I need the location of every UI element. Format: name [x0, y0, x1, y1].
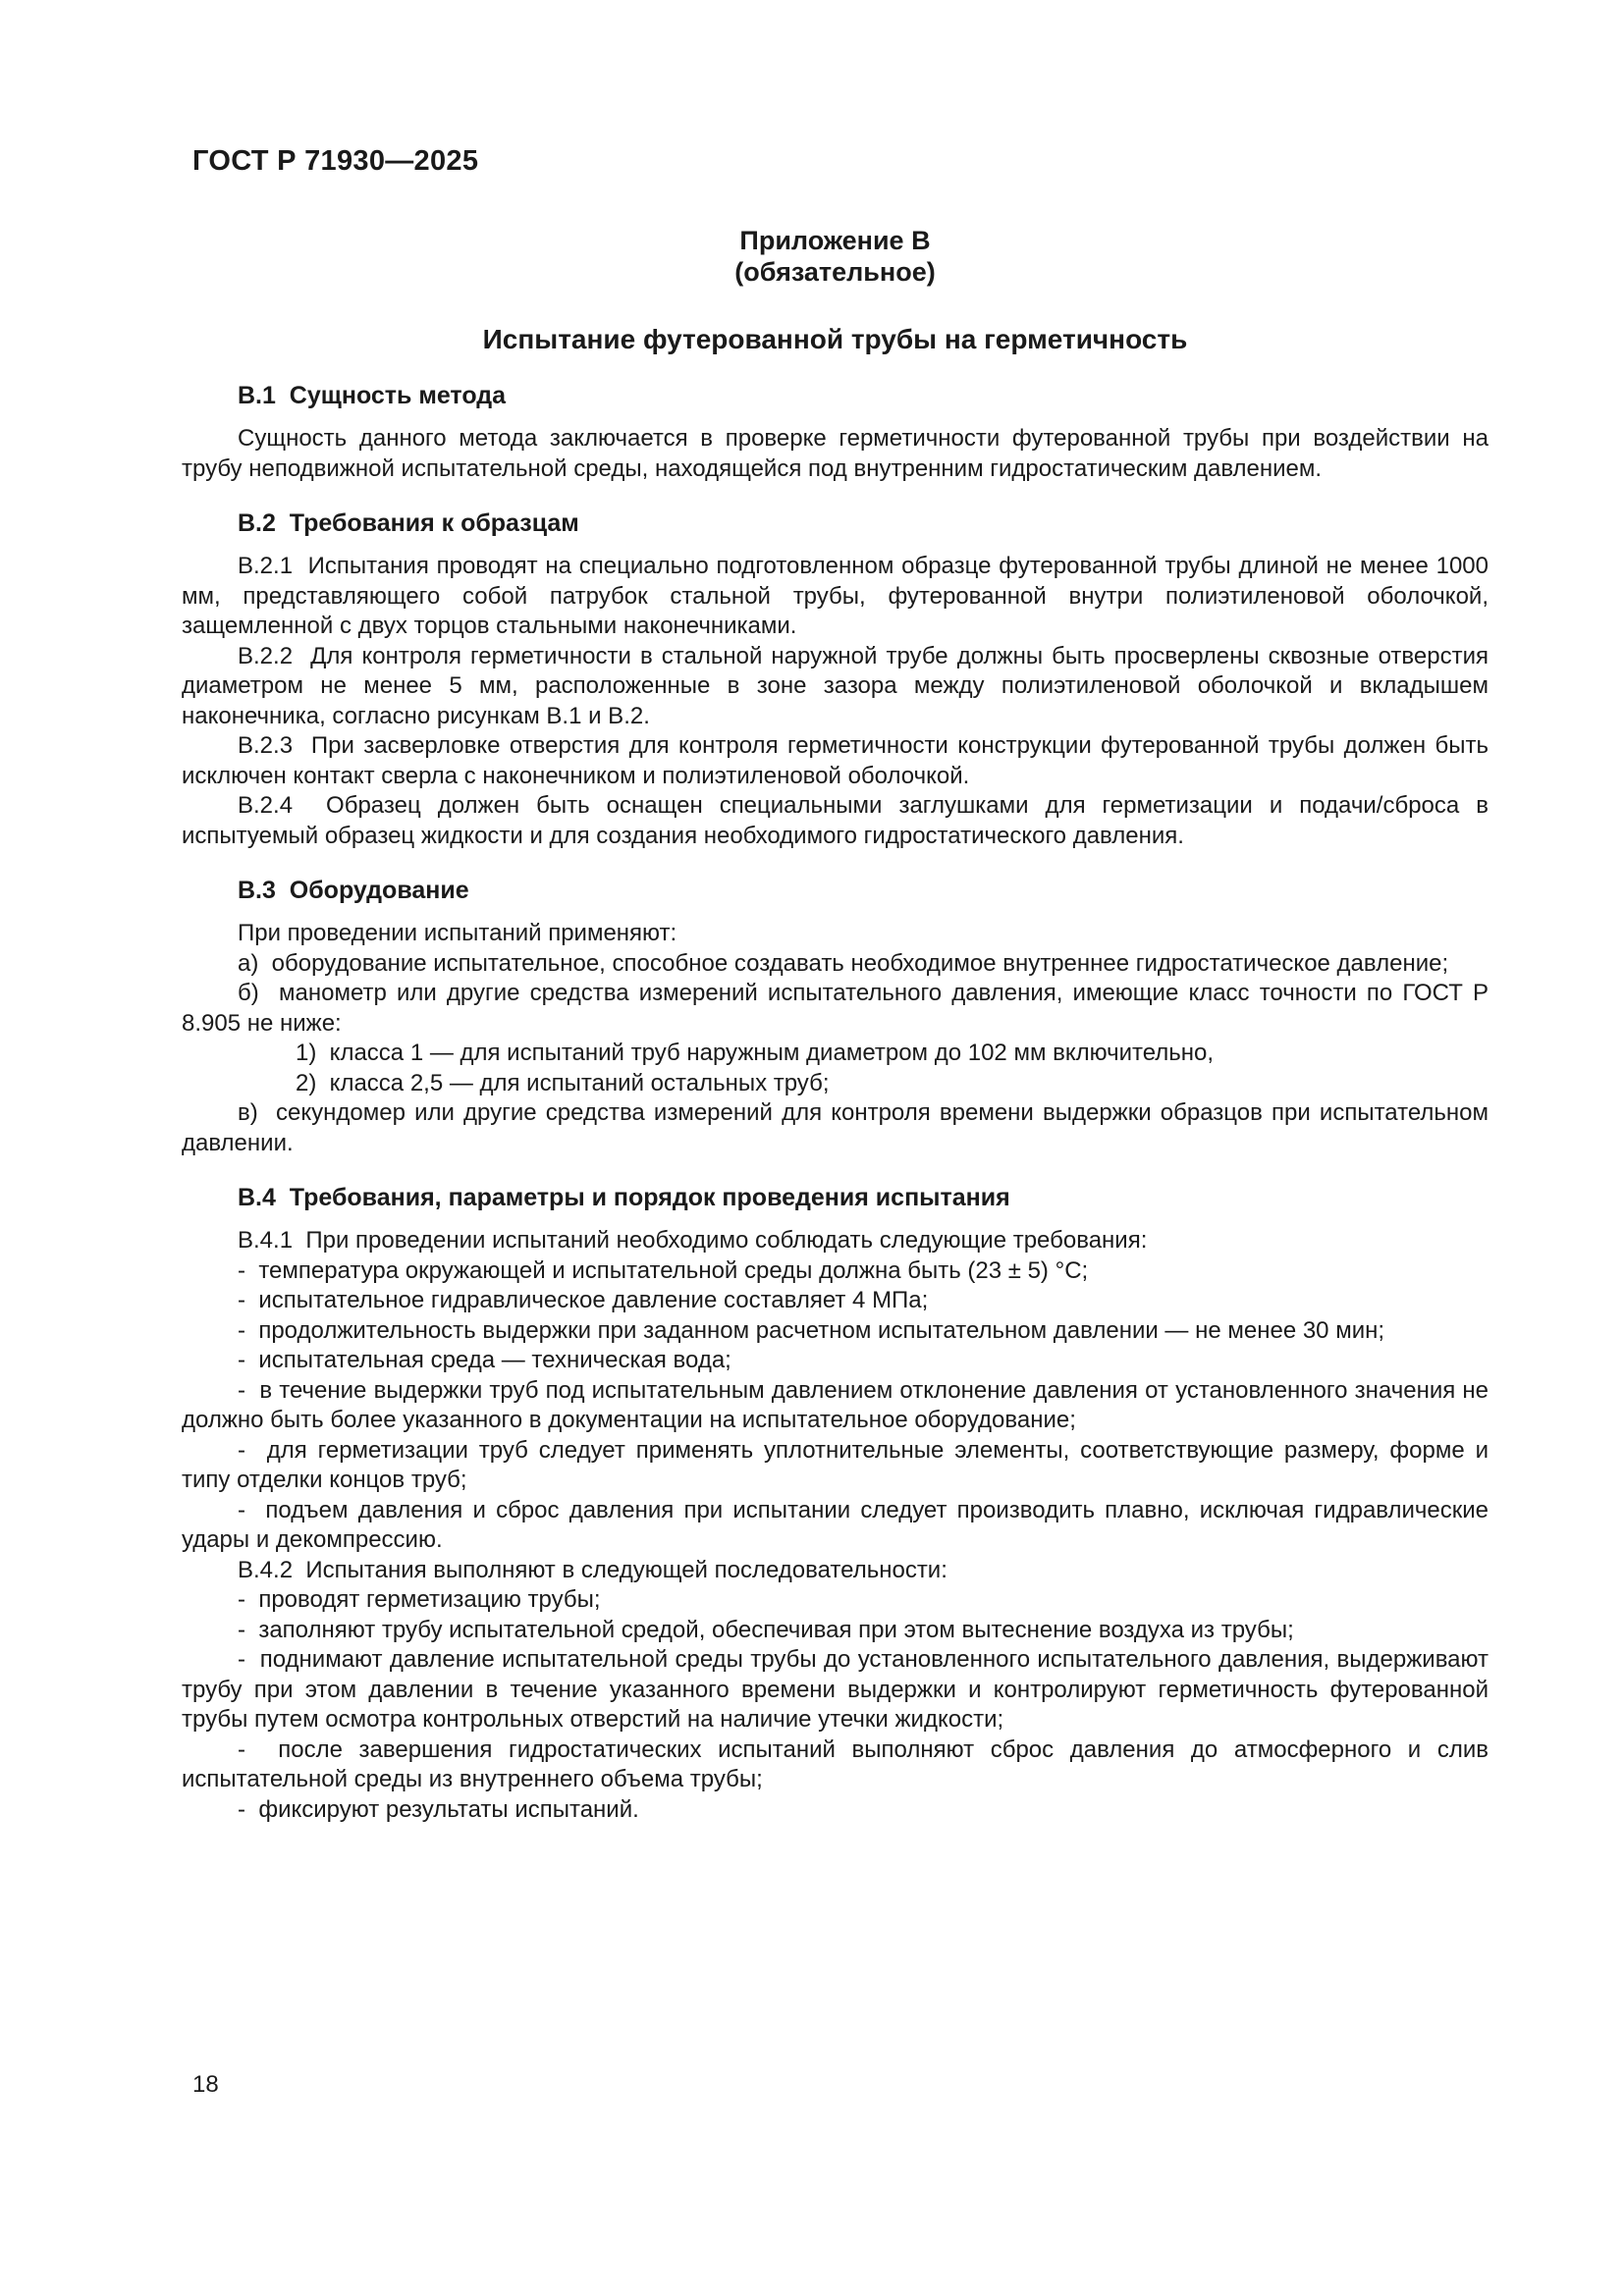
paragraph: В.2.2 Для контроля герметичности в стальной наружной трубе должны быть просверлены сквозные отверстия диаметром не менее 5 мм, расположенные в зоне зазора между полиэтиленовой оболочкой и вкладышем наконечника, согласно рисункам В.1 и В.2. — [182, 642, 1489, 729]
document-code-header: ГОСТ Р 71930—2025 — [192, 145, 479, 177]
paragraph: В.2.1 Испытания проводят на специально подготовленном образце футерованной трубы длиной не менее 1000 мм, представляющего собой патрубок стальной трубы, футерованной внутри полиэтиленовой оболочкой, защемленной с двух торцов стальными наконечниками. — [182, 553, 1489, 639]
dash-list-item: - испытательная среда — техническая вода; — [238, 1347, 731, 1373]
paragraph: Сущность данного метода заключается в проверке герметичности футерованной трубы при воздействии на трубу неподвижной испытательной среды, находящейся под внутренним гидростатическим давлением. — [182, 425, 1489, 482]
paragraph: В.2.3 При засверловке отверстия для контроля герметичности конструкции футерованной трубы должен быть исключен контакт сверла с наконечником и полиэтиленовой оболочкой. — [182, 732, 1489, 789]
section-heading-b1: В.1 Сущность метода — [238, 382, 507, 409]
dash-list-item: - температура окружающей и испытательной среды должна быть (23 ± 5) °С; — [238, 1256, 1089, 1284]
dash-list-item: - поднимают давление испытательной среды трубы до установленного испытательного давления, выдерживают трубу при этом давлении в течение указанного времени выдержки и контролируют герметичность футерованной трубы путем осмотра контрольных отверстий на наличие утечки жидкости; — [182, 1646, 1489, 1733]
section-heading-b2: В.2 Требования к образцам — [238, 509, 579, 537]
dash-list-item: - подъем давления и сброс давления при испытании следует производить плавно, исключая гидравлические удары и декомпрессию. — [182, 1496, 1489, 1553]
paragraph: При проведении испытаний применяют: — [238, 920, 677, 946]
annex-obligation-note: (обязательное) — [734, 257, 936, 287]
annex-label: Приложение В — [739, 226, 931, 255]
dash-list-item: - в течение выдержки труб под испытательным давлением отклонение давления от установленного значения не должно быть более указанного в документации на испытательное оборудование; — [182, 1376, 1489, 1433]
list-item-v: в) секундомер или другие средства измерений для контроля времени выдержки образцов при испытательном давлении. — [182, 1099, 1489, 1156]
annex-title: Испытание футерованной трубы на герметичность — [482, 324, 1188, 354]
dash-list-item: - испытательное гидравлическое давление составляет 4 МПа; — [238, 1287, 929, 1313]
dash-list-item: - продолжительность выдержки при заданном расчетном испытательном давлении — не менее 30 мин; — [238, 1316, 1385, 1344]
dash-list-item: - заполняют трубу испытательной средой, обеспечивая при этом вытеснение воздуха из трубы; — [238, 1616, 1294, 1643]
list-item-a: а) оборудование испытательное, способное создавать необходимое внутреннее гидростатическое давление; — [238, 949, 1449, 977]
dash-list-item: - проводят герметизацию трубы; — [238, 1586, 601, 1613]
list-item-b: б) манометр или другие средства измерений испытательного давления, имеющие класс точности по ГОСТ Р 8.905 не ниже: — [182, 980, 1489, 1037]
section-heading-b3: В.3 Оборудование — [238, 877, 469, 904]
dash-list-item: - после завершения гидростатических испытаний выполняют сброс давления до атмосферного и слив испытательной среды из внутреннего объема трубы; — [182, 1735, 1489, 1792]
dash-list-item: - для герметизации труб следует применять уплотнительные элементы, соответствующие размеру, форме и типу отделки концов труб; — [182, 1436, 1489, 1493]
paragraph: В.4.1 При проведении испытаний необходимо соблюдать следующие требования: — [238, 1227, 1148, 1254]
section-heading-b4: В.4 Требования, параметры и порядок проведения испытания — [238, 1184, 1010, 1211]
paragraph: В.4.2 Испытания выполняют в следующей последовательности: — [238, 1556, 947, 1583]
sub-list-item-1: 1) класса 1 — для испытаний труб наружным диаметром до 102 мм включительно, — [296, 1040, 1215, 1066]
sub-list-item-2: 2) класса 2,5 — для испытаний остальных труб; — [296, 1069, 830, 1096]
dash-list-item: - фиксируют результаты испытаний. — [238, 1795, 639, 1823]
document-content — [182, 0, 1489, 1825]
page-number: 18 — [192, 2071, 219, 2098]
paragraph: В.2.4 Образец должен быть оснащен специальными заглушками для герметизации и подачи/сброса в испытуемый образец жидкости и для создания необходимого гидростатического давления. — [182, 792, 1489, 849]
